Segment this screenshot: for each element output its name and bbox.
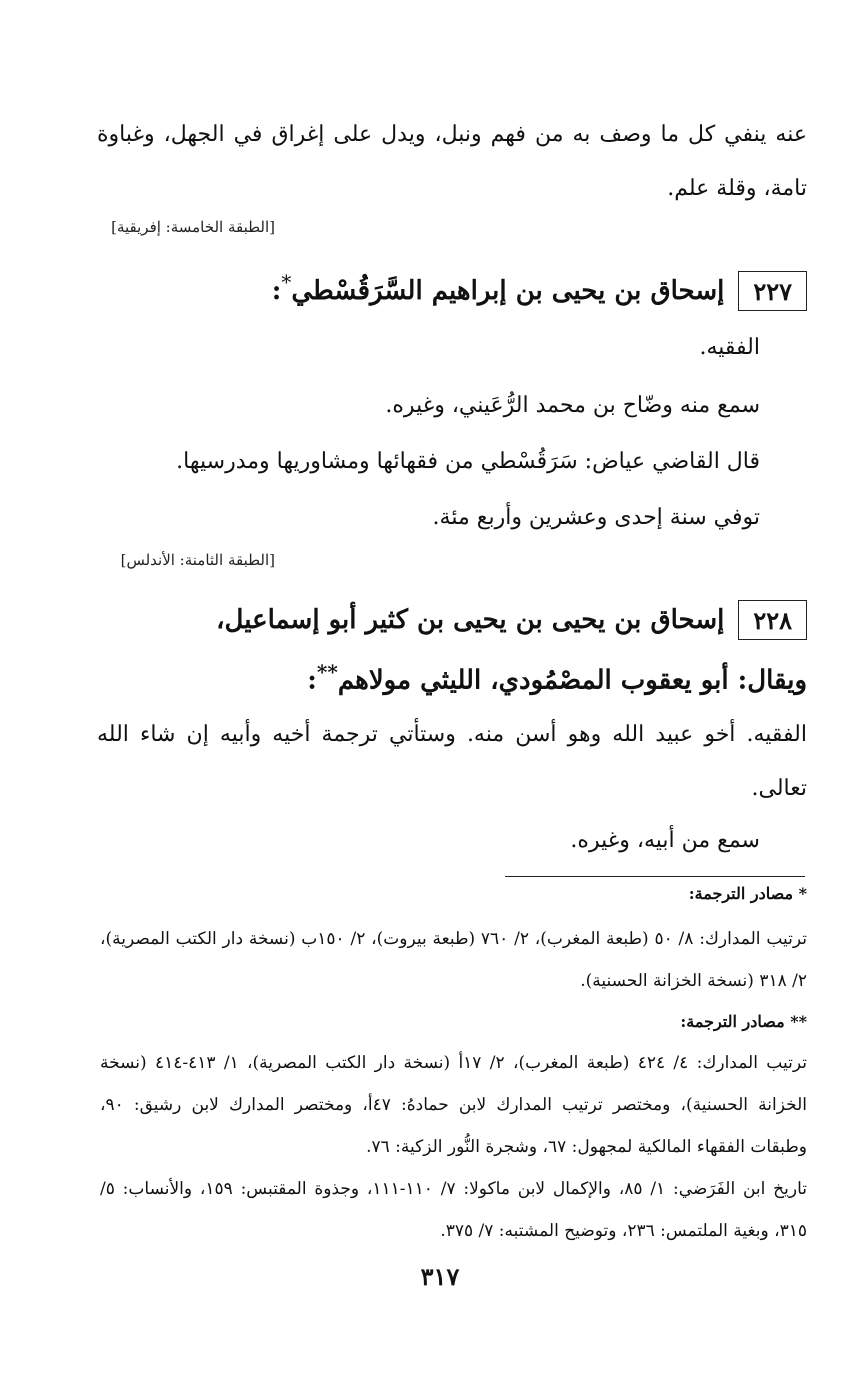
footnote-marker: * [281,270,292,294]
entry-name: إسحاق بن يحيى بن يحيى بن كثير أبو إسماعيل، [216,605,725,635]
entry-227-line-3: قال القاضي عياض: سَرَقُسْطي من فقهائها ومشاوريها ومدرسيها. [176,449,760,474]
entry-name-cont: ويقال: أبو يعقوب المصْمُودي، الليثي مولاهم [337,665,807,696]
entry-228-paragraph: الفقيه. أخو عبيد الله وهو أسن منه. وستأتي ترجمة أخيه وأبيه إن شاء الله تعالى. [97,722,807,801]
entry-227-line-1: الفقيه. [699,335,760,360]
entry-heading-227 [47,270,807,311]
footnote-marker: ** [316,660,338,684]
heading-colon: : [271,275,282,306]
heading-colon: : [307,665,317,696]
footnote-1-text: ترتيب المدارك: ٨/ ٥٠ (طبعة المغرب)، ٢/ ٧٦٠ (طبعة بيروت)، ٢/ ١٥٠ب (نسخة دار الكتب المصرية)، ٢/ ٣١٨ (نسخة الخزانة الحسنية). [100,929,807,991]
entry-228-line-last: سمع من أبيه، وغيره. [570,828,760,853]
footnote-2-text: ترتيب المدارك: ٤/ ٤٢٤ (طبعة المغرب)، ٢/ ١٧أ (نسخة دار الكتب المصرية)، ١/ ٤١٣-٤١٤ (نسخة الخزانة الحسنية)، ومختصر ترتيب المدارك لابن حمادهُ: ٤٧أ، ومختصر المدارك لابن رشيق: ٩٠، وطبقات الفقهاء المالكية لمجهول: ٦٧، وشجرة النُّور الزكية: ٧٦. [100,1053,807,1157]
entry-heading-228 [47,600,807,640]
entry-name: إسحاق بن يحيى بن إبراهيم السَّرَقُسْطي [291,275,725,306]
entry-heading-228-line-2 [307,660,807,696]
tabaqa-tag: [الطبقة الثامنة: الأندلس] [120,551,275,569]
footnote-3-text: تاريخ ابن الفَرَضي: ١/ ٨٥، والإكمال لابن ماكولا: ٧/ ١١٠-١١١، وجذوة المقتبس: ١٥٩، والأنساب: ٥/ ٣١٥، وبغية الملتمس: ٢٣٦، وتوضيح المشتبه: ٧/ ٣٧٥. [100,1179,807,1241]
entry-number-box: ٢٢٨ [738,600,807,640]
footnote-divider [505,876,805,877]
tabaqa-tag: [الطبقة الخامسة: إفريقية] [111,218,275,236]
entry-227-line-2: سمع منه وضّاح بن محمد الرُّعَيني، وغيره. [385,393,760,418]
footnote-2-title: ** مصادر الترجمة: [680,1012,807,1031]
page-number: ٣١٧ [420,1262,460,1291]
footnote-1-title: * مصادر الترجمة: [688,884,807,903]
intro-paragraph: عنه ينفي كل ما وصف به من فهم ونبل، ويدل على إغراق في الجهل، وغباوة تامة، وقلة علم. [97,122,807,201]
entry-number-box: ٢٢٧ [738,271,807,311]
entry-227-line-4: توفي سنة إحدى وعشرين وأربع مئة. [432,505,760,530]
